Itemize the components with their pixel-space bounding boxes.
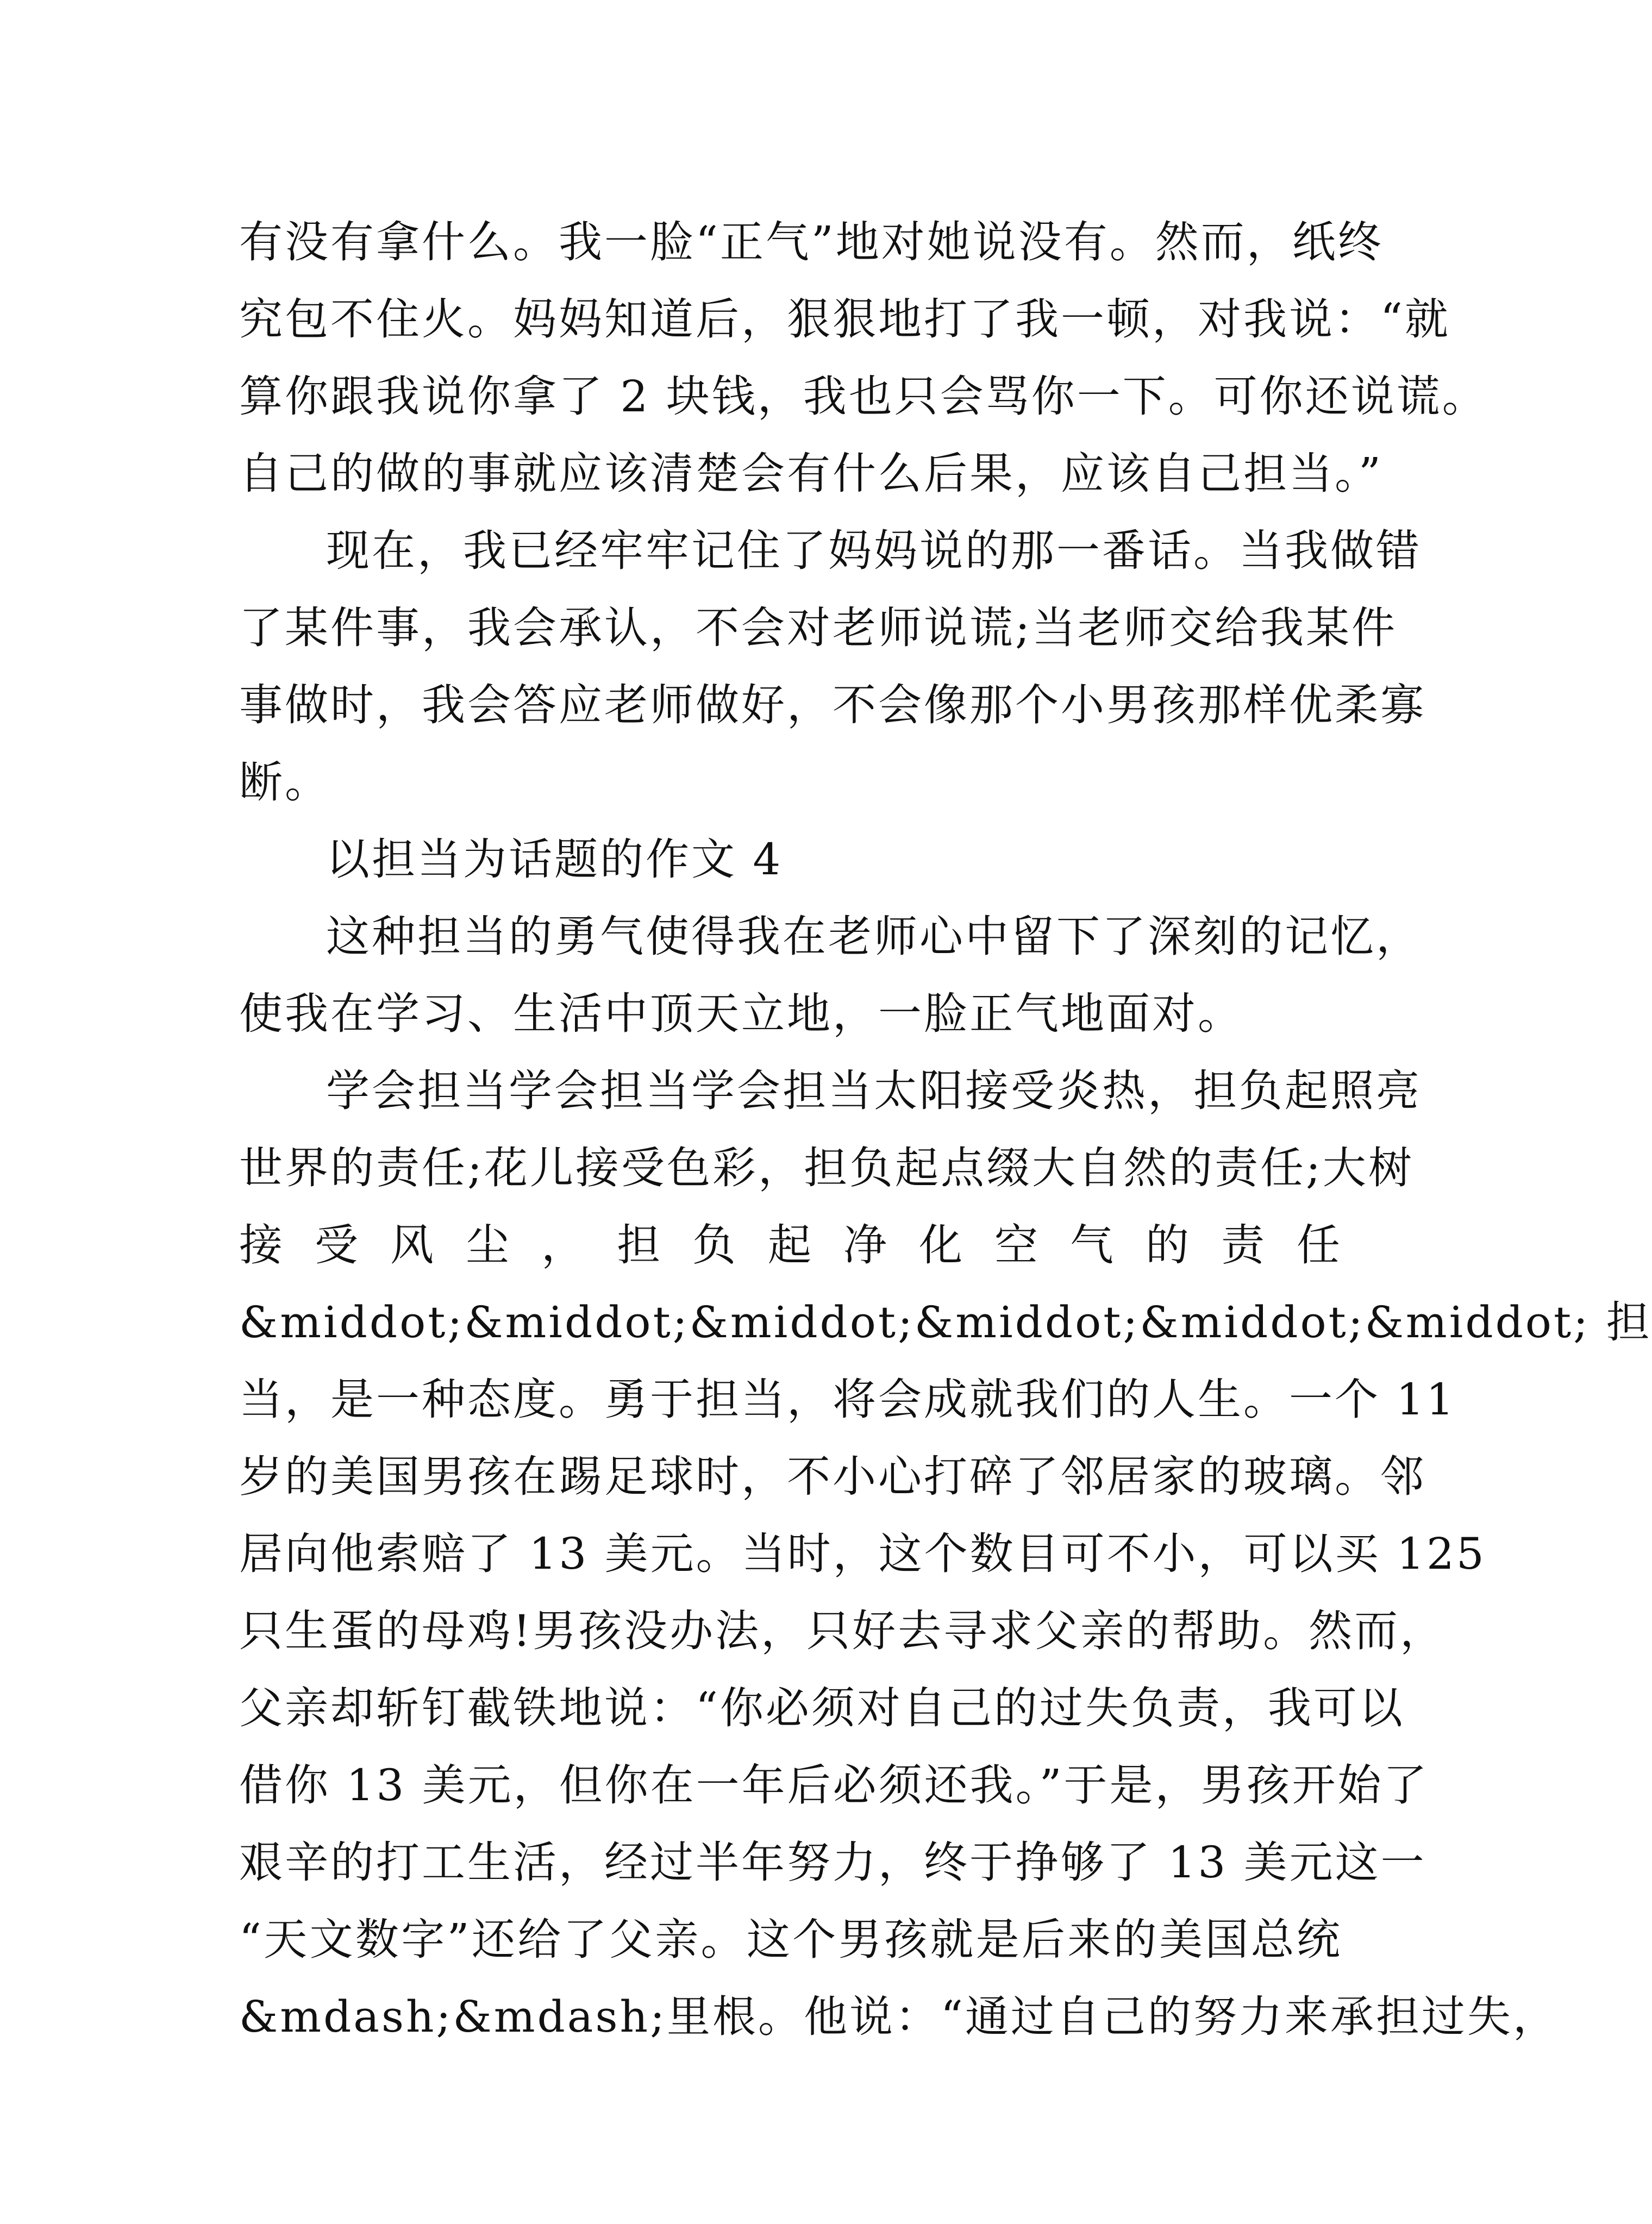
text-line: 使我在学习、生活中顶天立地，一脸正气地面对。 (239, 988, 1243, 1039)
essay-body (239, 204, 1652, 2056)
text-line: 艰辛的打工生活，经过半年努力，终于挣够了 13 美元这一 (239, 1837, 1426, 1888)
section-heading: 以担当为话题的作文 4 (326, 834, 783, 885)
text-line: &middot;&middot;&middot;&middot;&middot;&middot; 担 (239, 1297, 1652, 1348)
text-line: &mdash;&mdash;里根。他说：“通过自己的努力来承担过失， (239, 1991, 1559, 2042)
text-line: 自己的做的事就应该清楚会有什么后果，应该自己担当。” (239, 448, 1383, 499)
text-line: 断。 (239, 757, 330, 807)
text-line: 事做时，我会答应老师做好，不会像那个小男孩那样优柔寡 (239, 680, 1426, 730)
text-line: 借你 13 美元，但你在一年后必须还我。”于是，男孩开始了 (239, 1760, 1429, 1810)
paragraph-first-line: 学会担当学会担当学会担当太阳接受炎热，担负起照亮 (326, 1066, 1422, 1116)
text-line: 接 受 风 尘 ， 担 负 起 净 化 空 气 的 责 任 (239, 1220, 1342, 1270)
text-line: 居向他索赔了 13 美元。当时，这个数目可不小，可以买 125 (239, 1528, 1486, 1579)
text-line: 岁的美国男孩在踢足球时，不小心打碎了邻居家的玻璃。邻 (239, 1451, 1426, 1502)
text-line: 了某件事，我会承认，不会对老师说谎;当老师交给我某件 (239, 603, 1397, 653)
text-line: 父亲却斩钉截铁地说：“你必须对自己的过失负责，我可以 (239, 1683, 1405, 1733)
text-line: 只生蛋的母鸡!男孩没办法，只好去寻求父亲的帮助。然而， (239, 1606, 1446, 1656)
paragraph-first-line: 现在，我已经牢牢记住了妈妈说的那一番话。当我做错 (326, 525, 1422, 576)
text-line: 究包不住火。妈妈知道后，狠狠地打了我一顿，对我说：“就 (239, 294, 1450, 344)
text-line: 世界的责任;花儿接受色彩，担负起点缀大自然的责任;大树 (239, 1143, 1414, 1193)
text-line: “天文数字”还给了父亲。这个男孩就是后来的美国总统 (239, 1914, 1342, 1965)
text-line: 有没有拿什么。我一脸“正气”地对她说没有。然而，纸终 (239, 217, 1384, 267)
text-line: 当，是一种态度。勇于担当，将会成就我们的人生。一个 11 (239, 1374, 1456, 1425)
paragraph-first-line: 这种担当的勇气使得我在老师心中留下了深刻的记忆， (326, 911, 1422, 962)
text-line: 算你跟我说你拿了 2 块钱，我也只会骂你一下。可你还说谎。 (239, 371, 1488, 422)
